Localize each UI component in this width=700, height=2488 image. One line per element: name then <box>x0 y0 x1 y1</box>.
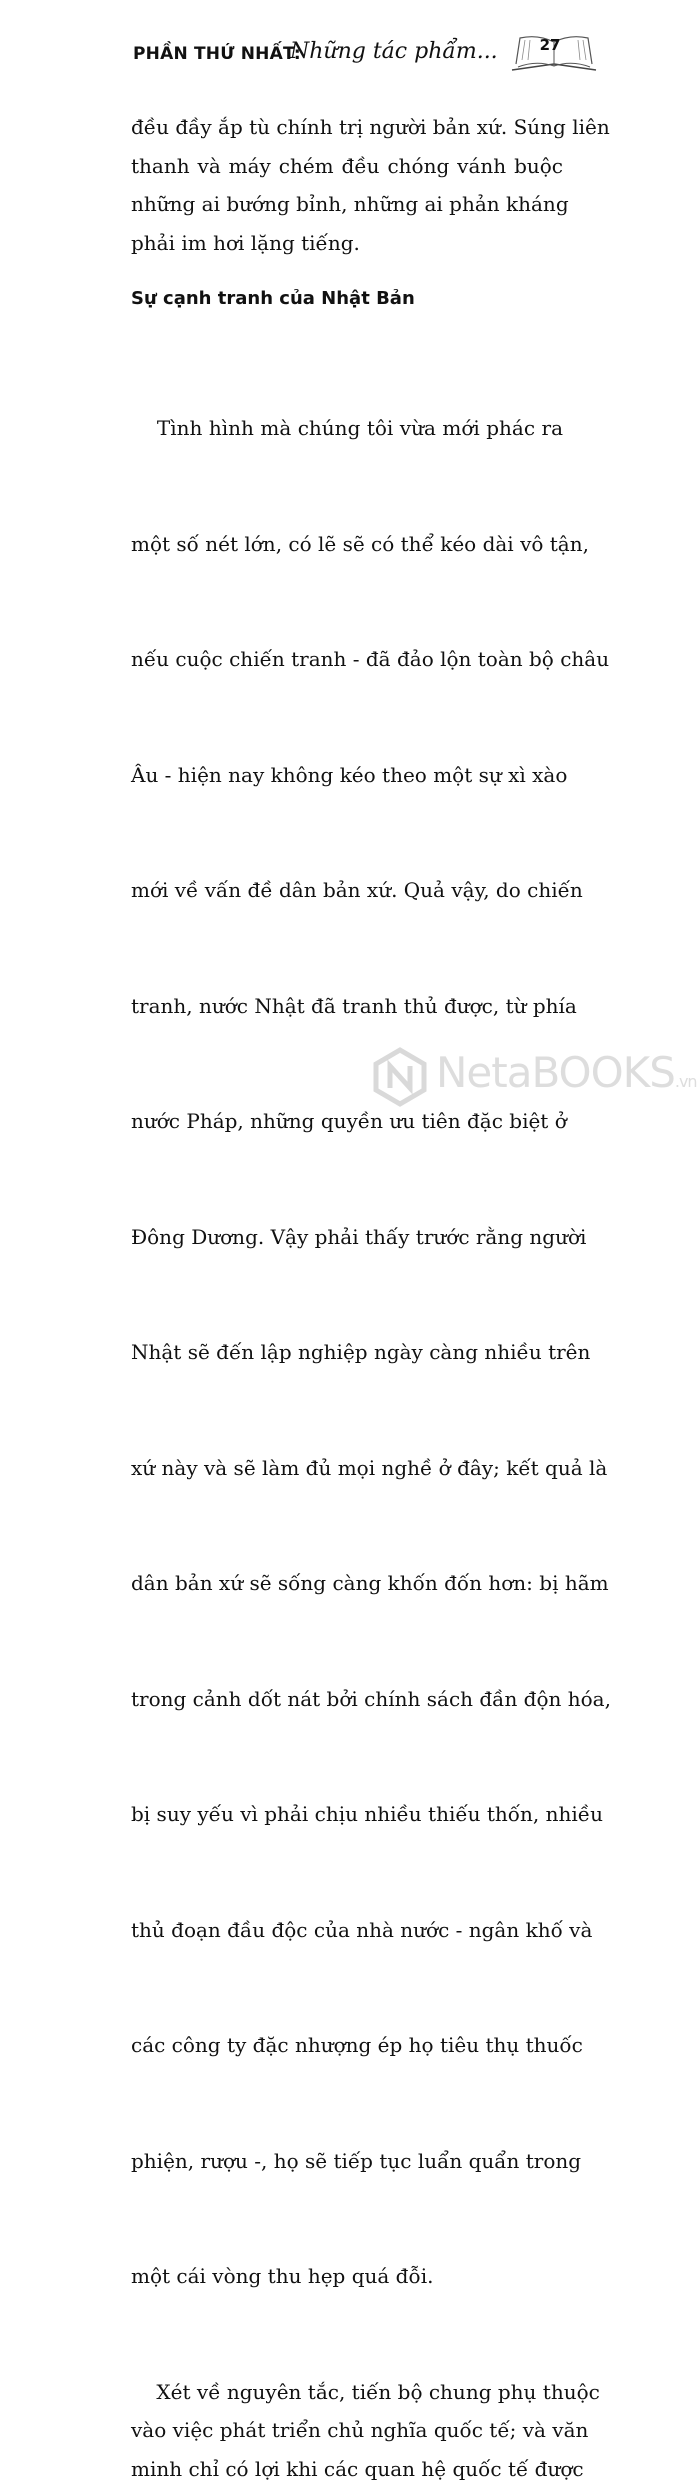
text-line: Nhật sẽ đến lập nghiệp ngày càng nhiều trên <box>131 1333 563 1372</box>
text-line: nước Pháp, những quyền ưu tiên đặc biệt ở <box>131 1102 563 1141</box>
text-line: xứ này và sẽ làm đủ mọi nghề ở đây; kết quả là <box>131 1449 563 1488</box>
watermark <box>366 1040 700 1119</box>
text-line: bị suy yếu vì phải chịu nhiều thiếu thốn, nhiều <box>131 1795 563 1834</box>
text-line: tranh, nước Nhật đã tranh thủ được, từ phía <box>131 987 563 1026</box>
text-line: trong cảnh dốt nát bởi chính sách đần độn hóa, <box>131 1680 563 1719</box>
page-body <box>131 108 563 2488</box>
text-line: một số nét lớn, có lẽ sẽ có thể kéo dài vô tận, <box>131 525 563 564</box>
text-line: một cái vòng thu hẹp quá đỗi. <box>131 2257 563 2296</box>
text-line: phiện, rượu -, họ sẽ tiếp tục luẩn quẩn trong <box>131 2142 563 2181</box>
text-line: thủ đoạn đầu độc của nhà nước - ngân khố và <box>131 1911 563 1950</box>
text-line: thanh và máy chém đều chóng vánh buộc <box>131 147 563 186</box>
text-line: phải im hơi lặng tiếng. <box>131 224 563 263</box>
page-number: 27 <box>530 36 570 54</box>
section-title: Những tác phẩm... <box>290 39 498 64</box>
text-line: các công ty đặc nhượng ép họ tiêu thụ thuốc <box>131 2026 563 2065</box>
text-line: Đông Dương. Vậy phải thấy trước rằng người <box>131 1218 563 1257</box>
text-line: Tình hình mà chúng tôi vừa mới phác ra <box>131 409 563 448</box>
text-line: minh chỉ có lợi khi các quan hệ quốc tế được <box>131 2450 563 2488</box>
part-label: PHẦN THỨ NHẤT: <box>133 44 301 64</box>
paragraph <box>131 108 563 262</box>
text-line: dân bản xứ sẽ sống càng khốn đốn hơn: bị hãm <box>131 1564 563 1603</box>
text-line: mới về vấn đề dân bản xứ. Quả vậy, do chiến <box>131 871 563 910</box>
watermark-logo-icon <box>370 1046 430 1106</box>
text-line: Âu - hiện nay không kéo theo một sự xì xào <box>131 756 563 795</box>
text-line: nếu cuộc chiến tranh - đã đảo lộn toàn bộ châu <box>131 640 563 679</box>
section-heading: Sự cạnh tranh của Nhật Bản <box>131 284 563 314</box>
paragraph <box>131 2373 563 2488</box>
page-header <box>0 0 700 85</box>
text-line: đều đầy ắp tù chính trị người bản xứ. Súng liên <box>131 108 563 147</box>
text-line: Xét về nguyên tắc, tiến bộ chung phụ thuộc <box>131 2373 563 2412</box>
paragraph <box>131 332 563 2373</box>
text-line: những ai bướng bỉnh, những ai phản kháng <box>131 185 563 224</box>
watermark-text: NetaBOOKS.vn <box>436 1048 697 1097</box>
text-line: vào việc phát triển chủ nghĩa quốc tế; và văn <box>131 2411 563 2450</box>
